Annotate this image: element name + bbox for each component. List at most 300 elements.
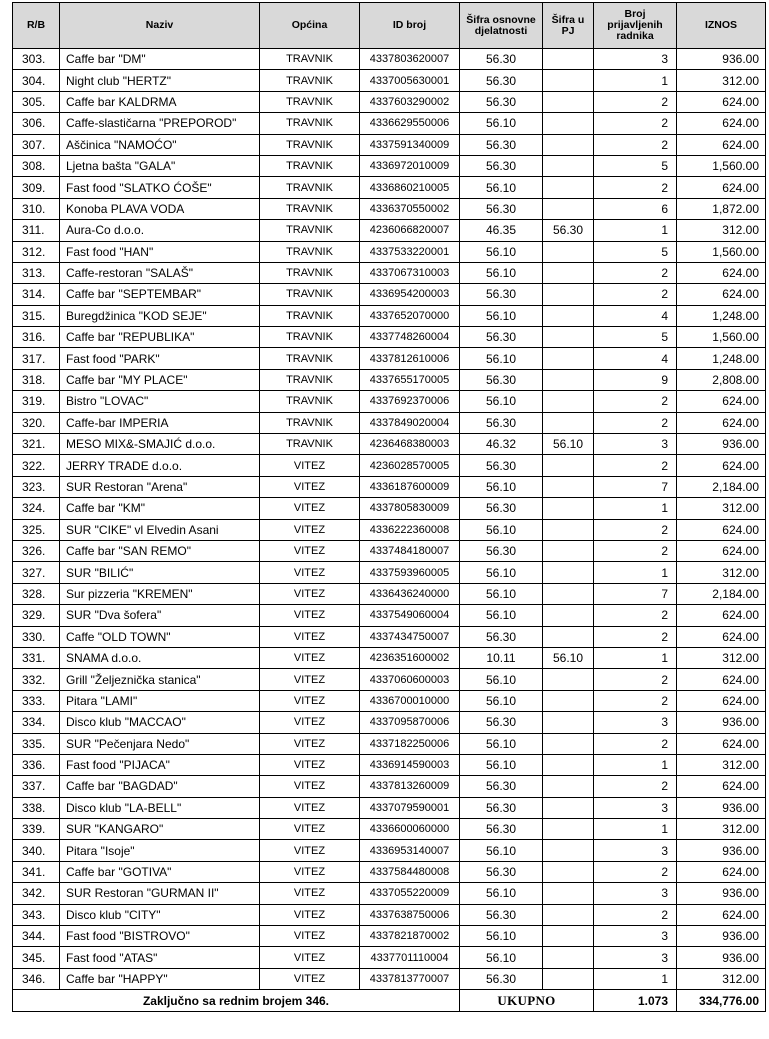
cell-rb: 317. xyxy=(13,348,60,369)
cell-iznos: 624.00 xyxy=(677,412,766,433)
cell-opcina: VITEZ xyxy=(260,861,360,882)
cell-broj-radnika: 9 xyxy=(594,369,677,390)
totals-row xyxy=(13,990,766,1012)
cell-id-broj: 4337638750006 xyxy=(360,904,460,925)
cell-iznos: 624.00 xyxy=(677,262,766,283)
cell-sifra-pj xyxy=(543,241,594,262)
cell-iznos: 1,872.00 xyxy=(677,198,766,219)
cell-broj-radnika: 2 xyxy=(594,904,677,925)
cell-id-broj: 4337434750007 xyxy=(360,626,460,647)
cell-naziv: Grill "Željeznička stanica" xyxy=(60,669,260,690)
cell-sifra-pj xyxy=(543,455,594,476)
cell-id-broj: 4336954200003 xyxy=(360,284,460,305)
cell-id-broj: 4337849020004 xyxy=(360,412,460,433)
cell-rb: 316. xyxy=(13,327,60,348)
cell-sifra-djelatnosti: 56.10 xyxy=(460,583,543,604)
table-row xyxy=(13,968,766,989)
cell-rb: 329. xyxy=(13,605,60,626)
cell-naziv: Bistro "LOVAC" xyxy=(60,391,260,412)
cell-id-broj: 4336914590003 xyxy=(360,754,460,775)
header-iznos: IZNOS xyxy=(677,3,766,49)
cell-opcina: TRAVNIK xyxy=(260,391,360,412)
cell-naziv: Fast food "PIJACA" xyxy=(60,754,260,775)
cell-opcina: TRAVNIK xyxy=(260,434,360,455)
cell-rb: 304. xyxy=(13,70,60,91)
cell-opcina: VITEZ xyxy=(260,540,360,561)
cell-sifra-djelatnosti: 56.10 xyxy=(460,926,543,947)
cell-sifra-pj xyxy=(543,198,594,219)
cell-id-broj: 4236351600002 xyxy=(360,647,460,668)
cell-sifra-pj xyxy=(543,134,594,155)
cell-naziv: JERRY TRADE d.o.o. xyxy=(60,455,260,476)
register-table xyxy=(12,2,766,1012)
cell-broj-radnika: 3 xyxy=(594,49,677,70)
cell-iznos: 1,560.00 xyxy=(677,241,766,262)
cell-rb: 318. xyxy=(13,369,60,390)
cell-sifra-djelatnosti: 56.10 xyxy=(460,476,543,497)
cell-sifra-pj xyxy=(543,690,594,711)
cell-broj-radnika: 7 xyxy=(594,583,677,604)
cell-naziv: Ljetna bašta "GALA" xyxy=(60,155,260,176)
cell-iznos: 2,184.00 xyxy=(677,583,766,604)
cell-opcina: VITEZ xyxy=(260,669,360,690)
cell-rb: 327. xyxy=(13,562,60,583)
cell-sifra-djelatnosti: 56.30 xyxy=(460,861,543,882)
cell-rb: 345. xyxy=(13,947,60,968)
cell-naziv: SUR "Dva šofera" xyxy=(60,605,260,626)
cell-iznos: 624.00 xyxy=(677,134,766,155)
cell-naziv: Night club "HERTZ" xyxy=(60,70,260,91)
cell-sifra-pj xyxy=(543,626,594,647)
cell-rb: 346. xyxy=(13,968,60,989)
cell-iznos: 624.00 xyxy=(677,605,766,626)
cell-broj-radnika: 3 xyxy=(594,926,677,947)
cell-broj-radnika: 2 xyxy=(594,412,677,433)
cell-id-broj: 4337692370006 xyxy=(360,391,460,412)
cell-id-broj: 4336953140007 xyxy=(360,840,460,861)
cell-opcina: VITEZ xyxy=(260,926,360,947)
cell-naziv: SUR "CIKE" vl Elvedin Asani xyxy=(60,519,260,540)
cell-iznos: 624.00 xyxy=(677,540,766,561)
cell-sifra-djelatnosti: 56.30 xyxy=(460,327,543,348)
table-row xyxy=(13,369,766,390)
cell-broj-radnika: 5 xyxy=(594,327,677,348)
cell-rb: 337. xyxy=(13,776,60,797)
cell-sifra-pj xyxy=(543,733,594,754)
cell-iznos: 2,808.00 xyxy=(677,369,766,390)
cell-id-broj: 4337813770007 xyxy=(360,968,460,989)
table-row xyxy=(13,412,766,433)
cell-id-broj: 4337813260009 xyxy=(360,776,460,797)
cell-broj-radnika: 3 xyxy=(594,947,677,968)
cell-broj-radnika: 2 xyxy=(594,391,677,412)
cell-opcina: TRAVNIK xyxy=(260,49,360,70)
cell-broj-radnika: 2 xyxy=(594,177,677,198)
cell-id-broj: 4336700010000 xyxy=(360,690,460,711)
cell-broj-radnika: 3 xyxy=(594,840,677,861)
table-row xyxy=(13,198,766,219)
cell-broj-radnika: 4 xyxy=(594,348,677,369)
cell-broj-radnika: 7 xyxy=(594,476,677,497)
cell-sifra-djelatnosti: 56.10 xyxy=(460,947,543,968)
cell-iznos: 624.00 xyxy=(677,284,766,305)
cell-naziv: Sur pizzeria "KREMEN" xyxy=(60,583,260,604)
cell-id-broj: 4337067310003 xyxy=(360,262,460,283)
cell-naziv: Disco klub "MACCAO" xyxy=(60,712,260,733)
cell-opcina: VITEZ xyxy=(260,904,360,925)
cell-sifra-pj xyxy=(543,412,594,433)
cell-sifra-pj xyxy=(543,562,594,583)
table-row xyxy=(13,840,766,861)
cell-sifra-pj xyxy=(543,262,594,283)
cell-iznos: 936.00 xyxy=(677,712,766,733)
cell-rb: 320. xyxy=(13,412,60,433)
cell-sifra-djelatnosti: 56.10 xyxy=(460,305,543,326)
cell-sifra-djelatnosti: 56.10 xyxy=(460,605,543,626)
cell-rb: 309. xyxy=(13,177,60,198)
cell-opcina: TRAVNIK xyxy=(260,369,360,390)
cell-iznos: 312.00 xyxy=(677,498,766,519)
cell-id-broj: 4236028570005 xyxy=(360,455,460,476)
cell-opcina: VITEZ xyxy=(260,476,360,497)
cell-naziv: Fast food "BISTROVO" xyxy=(60,926,260,947)
table-row xyxy=(13,113,766,134)
cell-sifra-pj xyxy=(543,712,594,733)
table-row xyxy=(13,49,766,70)
cell-sifra-djelatnosti: 56.30 xyxy=(460,49,543,70)
cell-sifra-djelatnosti: 56.10 xyxy=(460,883,543,904)
cell-sifra-djelatnosti: 56.30 xyxy=(460,904,543,925)
header-naziv: Naziv xyxy=(60,3,260,49)
cell-id-broj: 4337079590001 xyxy=(360,797,460,818)
total-workers: 1.073 xyxy=(594,990,677,1012)
cell-sifra-djelatnosti: 56.30 xyxy=(460,284,543,305)
cell-iznos: 312.00 xyxy=(677,819,766,840)
cell-id-broj: 4336370550002 xyxy=(360,198,460,219)
cell-sifra-djelatnosti: 56.10 xyxy=(460,113,543,134)
cell-naziv: Aura-Co d.o.o. xyxy=(60,220,260,241)
cell-sifra-pj xyxy=(543,177,594,198)
cell-rb: 333. xyxy=(13,690,60,711)
cell-opcina: TRAVNIK xyxy=(260,177,360,198)
cell-iznos: 1,560.00 xyxy=(677,327,766,348)
cell-broj-radnika: 2 xyxy=(594,690,677,711)
cell-id-broj: 4336860210005 xyxy=(360,177,460,198)
cell-rb: 319. xyxy=(13,391,60,412)
cell-rb: 334. xyxy=(13,712,60,733)
cell-broj-radnika: 2 xyxy=(594,455,677,476)
cell-broj-radnika: 1 xyxy=(594,647,677,668)
cell-naziv: MESO MIX&-SMAJIĆ d.o.o. xyxy=(60,434,260,455)
cell-opcina: VITEZ xyxy=(260,947,360,968)
cell-naziv: Caffe-restoran "SALAŠ" xyxy=(60,262,260,283)
header-broj-radnika: Broj prijavljenih radnika xyxy=(594,3,677,49)
cell-id-broj: 4337652070000 xyxy=(360,305,460,326)
cell-sifra-djelatnosti: 56.10 xyxy=(460,754,543,775)
cell-sifra-pj xyxy=(543,583,594,604)
cell-opcina: VITEZ xyxy=(260,498,360,519)
cell-broj-radnika: 4 xyxy=(594,305,677,326)
cell-iznos: 936.00 xyxy=(677,49,766,70)
cell-sifra-djelatnosti: 56.30 xyxy=(460,70,543,91)
cell-id-broj: 4336600060000 xyxy=(360,819,460,840)
cell-id-broj: 4337603290002 xyxy=(360,91,460,112)
table-row xyxy=(13,155,766,176)
cell-sifra-pj xyxy=(543,797,594,818)
cell-opcina: TRAVNIK xyxy=(260,412,360,433)
cell-sifra-pj xyxy=(543,904,594,925)
cell-rb: 311. xyxy=(13,220,60,241)
cell-sifra-pj xyxy=(543,305,594,326)
cell-broj-radnika: 3 xyxy=(594,712,677,733)
table-row xyxy=(13,861,766,882)
cell-rb: 323. xyxy=(13,476,60,497)
cell-broj-radnika: 1 xyxy=(594,70,677,91)
cell-sifra-pj xyxy=(543,840,594,861)
cell-sifra-djelatnosti: 56.10 xyxy=(460,391,543,412)
cell-naziv: SUR "KANGARO" xyxy=(60,819,260,840)
cell-sifra-pj xyxy=(543,776,594,797)
cell-rb: 332. xyxy=(13,669,60,690)
cell-rb: 324. xyxy=(13,498,60,519)
cell-opcina: TRAVNIK xyxy=(260,284,360,305)
cell-id-broj: 4336187600009 xyxy=(360,476,460,497)
cell-naziv: SUR Restoran "Arena" xyxy=(60,476,260,497)
cell-iznos: 624.00 xyxy=(677,669,766,690)
cell-broj-radnika: 6 xyxy=(594,198,677,219)
cell-id-broj: 4337805830009 xyxy=(360,498,460,519)
table-row xyxy=(13,434,766,455)
cell-rb: 305. xyxy=(13,91,60,112)
cell-iznos: 1,248.00 xyxy=(677,348,766,369)
cell-opcina: VITEZ xyxy=(260,797,360,818)
cell-sifra-djelatnosti: 56.10 xyxy=(460,690,543,711)
header-sifra-djelatnosti: Šifra osnovne djelatnosti xyxy=(460,3,543,49)
cell-naziv: Caffe bar "SEPTEMBAR" xyxy=(60,284,260,305)
cell-sifra-djelatnosti: 56.30 xyxy=(460,968,543,989)
cell-sifra-pj xyxy=(543,155,594,176)
cell-rb: 344. xyxy=(13,926,60,947)
cell-sifra-pj xyxy=(543,498,594,519)
cell-sifra-pj xyxy=(543,754,594,775)
cell-opcina: TRAVNIK xyxy=(260,113,360,134)
cell-naziv: Caffe bar "GOTIVA" xyxy=(60,861,260,882)
cell-id-broj: 4337533220001 xyxy=(360,241,460,262)
cell-iznos: 312.00 xyxy=(677,562,766,583)
cell-sifra-pj xyxy=(543,605,594,626)
cell-naziv: Fast food "PARK" xyxy=(60,348,260,369)
cell-iznos: 936.00 xyxy=(677,797,766,818)
cell-broj-radnika: 1 xyxy=(594,968,677,989)
cell-broj-radnika: 2 xyxy=(594,776,677,797)
cell-rb: 336. xyxy=(13,754,60,775)
cell-sifra-djelatnosti: 56.10 xyxy=(460,669,543,690)
cell-rb: 341. xyxy=(13,861,60,882)
cell-sifra-pj xyxy=(543,369,594,390)
cell-broj-radnika: 5 xyxy=(594,241,677,262)
cell-opcina: VITEZ xyxy=(260,840,360,861)
cell-iznos: 312.00 xyxy=(677,968,766,989)
cell-rb: 314. xyxy=(13,284,60,305)
cell-sifra-djelatnosti: 56.30 xyxy=(460,455,543,476)
cell-sifra-pj xyxy=(543,947,594,968)
cell-naziv: Caffe bar "SAN REMO" xyxy=(60,540,260,561)
cell-rb: 308. xyxy=(13,155,60,176)
cell-opcina: VITEZ xyxy=(260,605,360,626)
cell-iznos: 2,184.00 xyxy=(677,476,766,497)
table-row xyxy=(13,605,766,626)
cell-id-broj: 4336972010009 xyxy=(360,155,460,176)
cell-broj-radnika: 1 xyxy=(594,819,677,840)
cell-iznos: 1,248.00 xyxy=(677,305,766,326)
cell-sifra-pj xyxy=(543,70,594,91)
cell-sifra-djelatnosti: 56.10 xyxy=(460,733,543,754)
cell-naziv: SUR "BILIĆ" xyxy=(60,562,260,583)
cell-naziv: Pitara "LAMI" xyxy=(60,690,260,711)
cell-id-broj: 4337055220009 xyxy=(360,883,460,904)
cell-id-broj: 4337060600003 xyxy=(360,669,460,690)
table-row xyxy=(13,712,766,733)
cell-iznos: 312.00 xyxy=(677,220,766,241)
cell-sifra-djelatnosti: 56.30 xyxy=(460,498,543,519)
table-row xyxy=(13,947,766,968)
cell-opcina: VITEZ xyxy=(260,968,360,989)
cell-sifra-pj xyxy=(543,391,594,412)
cell-naziv: SUR "Pečenjara Nedo" xyxy=(60,733,260,754)
cell-opcina: VITEZ xyxy=(260,583,360,604)
cell-opcina: TRAVNIK xyxy=(260,70,360,91)
cell-opcina: VITEZ xyxy=(260,562,360,583)
cell-sifra-pj xyxy=(543,669,594,690)
table-row xyxy=(13,348,766,369)
cell-id-broj: 4236066820007 xyxy=(360,220,460,241)
cell-opcina: VITEZ xyxy=(260,754,360,775)
cell-opcina: TRAVNIK xyxy=(260,91,360,112)
header-opcina: Općina xyxy=(260,3,360,49)
table-row xyxy=(13,926,766,947)
cell-sifra-pj xyxy=(543,476,594,497)
cell-iznos: 936.00 xyxy=(677,947,766,968)
closing-note: Zaključno sa rednim brojem 346. xyxy=(13,990,460,1012)
cell-rb: 325. xyxy=(13,519,60,540)
cell-rb: 315. xyxy=(13,305,60,326)
cell-sifra-djelatnosti: 56.30 xyxy=(460,776,543,797)
cell-iznos: 312.00 xyxy=(677,70,766,91)
cell-opcina: VITEZ xyxy=(260,712,360,733)
cell-opcina: TRAVNIK xyxy=(260,220,360,241)
table-row xyxy=(13,519,766,540)
table-body xyxy=(13,49,766,990)
cell-naziv: Buregdžinica "KOD SEJE" xyxy=(60,305,260,326)
table-row xyxy=(13,776,766,797)
table-row xyxy=(13,754,766,775)
cell-naziv: Caffe "OLD TOWN" xyxy=(60,626,260,647)
table-row xyxy=(13,327,766,348)
cell-opcina: VITEZ xyxy=(260,647,360,668)
cell-opcina: TRAVNIK xyxy=(260,348,360,369)
cell-naziv: SUR Restoran "GURMAN II" xyxy=(60,883,260,904)
cell-id-broj: 4337095870006 xyxy=(360,712,460,733)
cell-naziv: Caffe bar "REPUBLIKA" xyxy=(60,327,260,348)
cell-sifra-pj xyxy=(543,348,594,369)
table-row xyxy=(13,583,766,604)
cell-broj-radnika: 3 xyxy=(594,797,677,818)
cell-rb: 322. xyxy=(13,455,60,476)
cell-broj-radnika: 1 xyxy=(594,498,677,519)
table-row xyxy=(13,498,766,519)
cell-iznos: 624.00 xyxy=(677,733,766,754)
table-row xyxy=(13,262,766,283)
cell-sifra-djelatnosti: 56.30 xyxy=(460,369,543,390)
table-row xyxy=(13,690,766,711)
cell-naziv: Disco klub "CITY" xyxy=(60,904,260,925)
cell-id-broj: 4337701110004 xyxy=(360,947,460,968)
cell-sifra-djelatnosti: 56.30 xyxy=(460,134,543,155)
table-header xyxy=(13,3,766,49)
cell-rb: 313. xyxy=(13,262,60,283)
cell-id-broj: 4337591340009 xyxy=(360,134,460,155)
header-rb: R/B xyxy=(13,3,60,49)
cell-id-broj: 4337005630001 xyxy=(360,70,460,91)
cell-opcina: TRAVNIK xyxy=(260,262,360,283)
cell-opcina: VITEZ xyxy=(260,733,360,754)
cell-id-broj: 4336436240000 xyxy=(360,583,460,604)
cell-id-broj: 4336222360008 xyxy=(360,519,460,540)
cell-rb: 303. xyxy=(13,49,60,70)
cell-opcina: VITEZ xyxy=(260,626,360,647)
cell-iznos: 312.00 xyxy=(677,647,766,668)
cell-iznos: 624.00 xyxy=(677,391,766,412)
cell-id-broj: 4337821870002 xyxy=(360,926,460,947)
cell-opcina: TRAVNIK xyxy=(260,327,360,348)
table-row xyxy=(13,647,766,668)
table-row xyxy=(13,241,766,262)
cell-iznos: 624.00 xyxy=(677,626,766,647)
cell-iznos: 936.00 xyxy=(677,840,766,861)
cell-opcina: VITEZ xyxy=(260,776,360,797)
cell-sifra-djelatnosti: 56.30 xyxy=(460,712,543,733)
cell-rb: 326. xyxy=(13,540,60,561)
cell-sifra-djelatnosti: 56.10 xyxy=(460,348,543,369)
cell-naziv: Caffe-slastičarna "PREPOROD" xyxy=(60,113,260,134)
cell-naziv: Fast food "HAN" xyxy=(60,241,260,262)
total-label: UKUPNO xyxy=(460,990,594,1012)
cell-sifra-pj xyxy=(543,113,594,134)
cell-naziv: Caffe bar "HAPPY" xyxy=(60,968,260,989)
cell-iznos: 624.00 xyxy=(677,113,766,134)
cell-naziv: Fast food "ATAS" xyxy=(60,947,260,968)
cell-iznos: 624.00 xyxy=(677,776,766,797)
table-row xyxy=(13,883,766,904)
cell-broj-radnika: 2 xyxy=(594,113,677,134)
cell-opcina: VITEZ xyxy=(260,819,360,840)
cell-opcina: TRAVNIK xyxy=(260,241,360,262)
cell-naziv: Pitara "Isoje" xyxy=(60,840,260,861)
cell-sifra-pj xyxy=(543,968,594,989)
cell-naziv: Caffe bar "MY PLACE" xyxy=(60,369,260,390)
cell-iznos: 624.00 xyxy=(677,91,766,112)
cell-id-broj: 4337748260004 xyxy=(360,327,460,348)
cell-sifra-djelatnosti: 56.10 xyxy=(460,519,543,540)
cell-broj-radnika: 2 xyxy=(594,626,677,647)
cell-opcina: TRAVNIK xyxy=(260,305,360,326)
cell-opcina: VITEZ xyxy=(260,690,360,711)
cell-broj-radnika: 1 xyxy=(594,220,677,241)
cell-id-broj: 4337182250006 xyxy=(360,733,460,754)
table-row xyxy=(13,177,766,198)
cell-iznos: 624.00 xyxy=(677,690,766,711)
cell-sifra-djelatnosti: 56.30 xyxy=(460,819,543,840)
